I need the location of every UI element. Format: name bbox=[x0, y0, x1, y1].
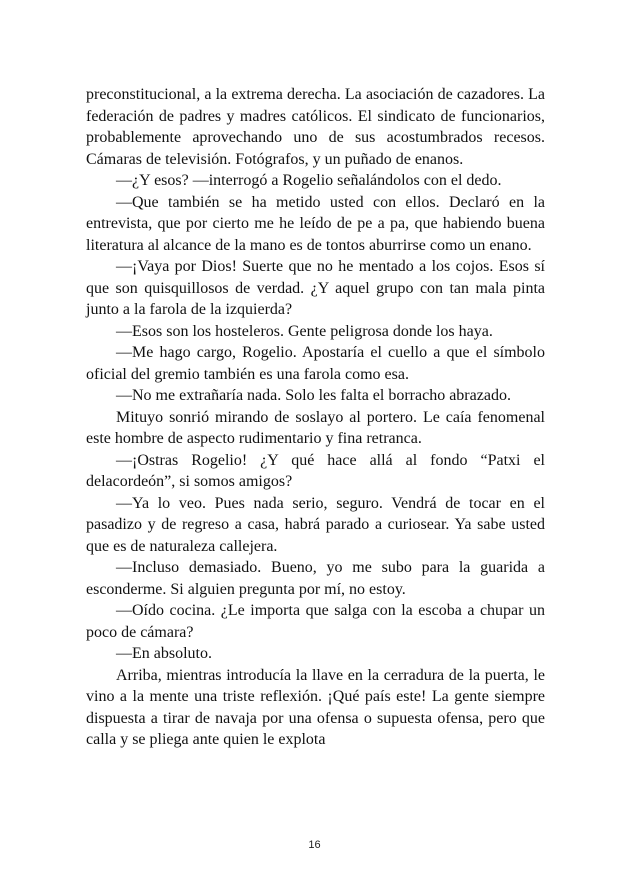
paragraph-dialogue: —Que también se ha metido usted con ellos. Declaró en la entrevista, que por cierto me he leído de pe a pa, que habiendo buena literatura al alcance de la mano es de tontos aburrirse como un enano. bbox=[86, 193, 545, 254]
paragraph-dialogue: —Ya lo veo. Pues nada serio, seguro. Vendrá de tocar en el pasadizo y de regreso a casa, habrá parado a curiosear. Ya sabe usted que es de naturaleza callejera. bbox=[86, 494, 545, 555]
paragraph-dialogue: —¡Vaya por Dios! Suerte que no he mentado a los cojos. Esos sí que son quisquillosos de verdad. ¿Y aquel grupo con tan mala pinta junto a la farola de la izquierda? bbox=[86, 258, 545, 318]
paragraph-dialogue: —En absoluto. bbox=[116, 645, 212, 662]
paragraph-dialogue: —No me extrañaría nada. Solo les falta el borracho abrazado. bbox=[116, 387, 511, 404]
body-text bbox=[86, 84, 545, 751]
paragraph-dialogue: —¡Ostras Rogelio! ¿Y qué hace allá al fondo “Patxi el delacordeón”, si somos amigos? bbox=[86, 451, 545, 490]
paragraph-dialogue: —¿Y esos? —interrogó a Rogelio señalándolos con el dedo. bbox=[116, 172, 502, 189]
paragraph-narration: Arriba, mientras introducía la llave en la cerradura de la puerta, le vino a la mente una triste reflexión. ¡Qué país este! La gente siempre dispuesta a tirar de navaja por una ofensa o supuesta ofensa, pero que calla y se pliega ante quien le explota bbox=[86, 666, 545, 748]
paragraph-continuation: preconstitucional, a la extrema derecha. La asociación de cazadores. La federación de padres y madres católicos. El sindicato de funcionarios, probablemente aprovechando uno de sus acostumbrados recesos. Cámaras de televisión. Fotógrafos, y un puñado de enanos. bbox=[86, 86, 545, 168]
paragraph-dialogue: —Incluso demasiado. Bueno, yo me subo para la guarida a esconderme. Si alguien pregunta por mí, no estoy. bbox=[86, 559, 545, 598]
paragraph-dialogue: —Esos son los hosteleros. Gente peligrosa donde los haya. bbox=[116, 322, 493, 340]
paragraph-dialogue: —Me hago cargo, Rogelio. Apostaría el cuello a que el símbolo oficial del gremio también es una farola como esa. bbox=[86, 344, 545, 383]
paragraph-narration: Mituyo sonrió mirando de soslayo al portero. Le caía fenomenal este hombre de aspecto rudimentario y fina retranca. bbox=[86, 408, 545, 447]
paragraph-dialogue: —Oído cocina. ¿Le importa que salga con la escoba a chupar un poco de cámara? bbox=[86, 602, 545, 641]
page-number: 16 bbox=[308, 839, 321, 851]
